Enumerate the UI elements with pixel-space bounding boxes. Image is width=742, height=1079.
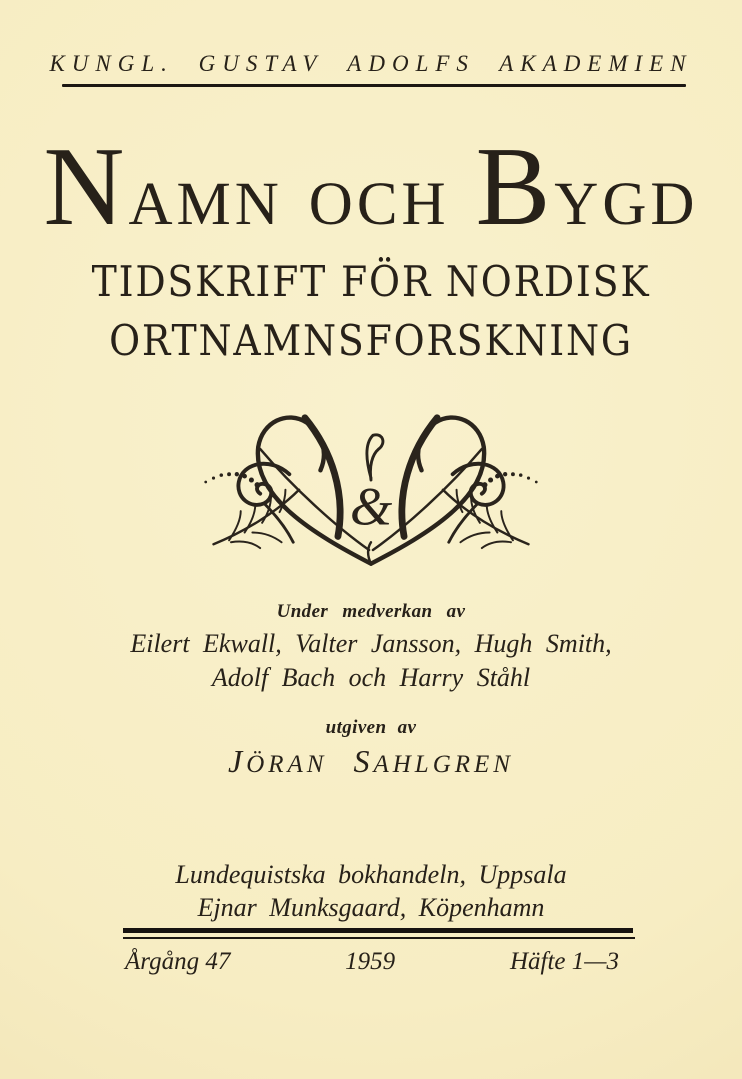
journal-title [0,125,742,249]
contributors-intro: Under medverkan av [276,601,466,622]
editor-word [228,742,327,780]
editor-word-rest: AHLGREN [373,751,514,778]
ampersand-glyph: & [349,475,393,537]
publisher-line-2: Ejnar Munksgaard, Köpenhamn [197,893,545,922]
editor-word [353,742,514,780]
contributors-names [0,627,742,695]
year-label: 1959 [345,948,396,975]
issue-label: Häfte 1—3 [509,948,619,975]
academy-name: KUNGL. GUSTAV ADOLFS AKADEMIEN [49,51,693,76]
editor-word-initial: J [228,743,247,779]
contributors-line-2: Adolf Bach och Harry Ståhl [211,663,531,692]
masthead-rule [62,84,686,87]
editor-intro: utgiven av [325,717,417,738]
editor-name [0,742,742,780]
nb-monogram-ornament [196,386,546,576]
title-word [475,125,699,249]
publisher-line-1: Lundequistska bokhandeln, Uppsala [175,860,567,889]
title-word-initial: B [475,125,555,249]
title-word-initial: N [43,125,129,249]
subtitle-line-1: TIDSKRIFT FÖR NORDISK [91,257,651,306]
contributors-line-1: Eilert Ekwall, Valter Jansson, Hugh Smith, [130,629,612,658]
footer-rule-thick [123,928,633,933]
journal-subtitle [37,252,705,370]
title-word [43,125,283,249]
volume-label: Årgång 47 [125,948,231,975]
editor-word-rest: ÖRAN [246,751,328,778]
title-word-rest: OCH [308,171,450,238]
publishers [0,858,742,924]
title-word-rest: YGD [554,171,699,238]
footer-rule-thin [123,937,635,939]
title-word [309,131,450,243]
subtitle-line-2: ORTNAMNSFORSKNING [109,316,633,365]
title-word-rest: AMN [128,171,283,238]
editor-word-initial: S [353,743,374,779]
footer-row [125,948,619,976]
